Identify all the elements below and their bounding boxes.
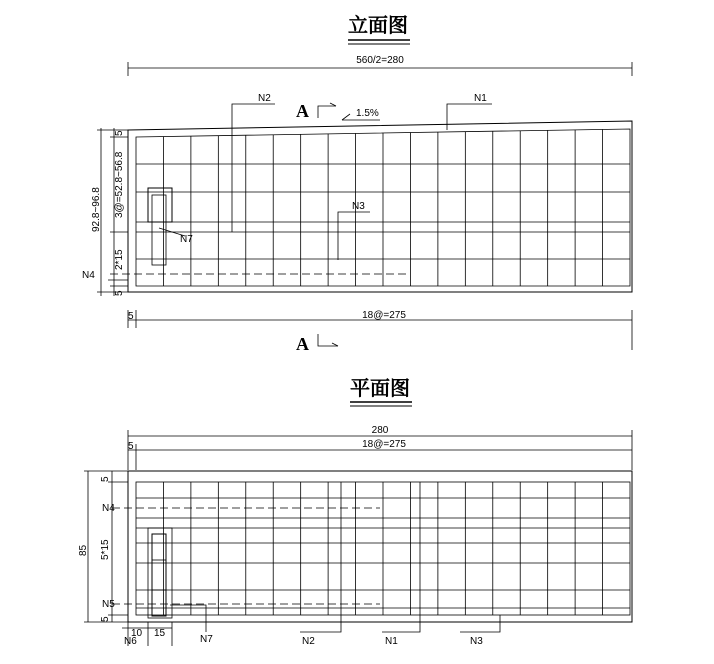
plan-vertical-bars <box>163 482 602 615</box>
plan-n6-stirrup <box>148 528 172 618</box>
plan-dim-total: 280 <box>371 425 389 436</box>
elevation-slope-text: 1.5% <box>356 108 379 119</box>
elevation-top-dimension <box>128 55 632 76</box>
section-mark-a-top: A <box>296 101 309 121</box>
elevation-dim-2x15: 2*15 <box>114 249 125 270</box>
elevation-n3-leader <box>338 201 370 260</box>
elevation-title: 立面图 <box>348 13 408 37</box>
plan-dim-85: 85 <box>78 544 89 556</box>
plan-dim-5-bottom: 5 <box>100 616 111 622</box>
elevation-section-mark-top <box>296 101 336 121</box>
elevation-label-n7: N7 <box>180 234 193 245</box>
elevation-dim-top: 560/2=280 <box>356 55 404 66</box>
plan-n7-leader <box>170 605 213 645</box>
plan-label-n6: N6 <box>124 636 137 647</box>
plan-dim-15: 15 <box>154 628 166 639</box>
plan-dim-left: 5 <box>128 441 134 452</box>
elevation-dim-range: 92.8~96.8 <box>91 187 102 232</box>
plan-label-n2: N2 <box>302 636 315 647</box>
elevation-view <box>82 13 632 354</box>
elevation-left-dimensions <box>91 128 128 296</box>
elevation-dim-5-top: 5 <box>114 130 125 136</box>
plan-dim-10: 10 <box>131 628 143 639</box>
elevation-dim-bottom: 18@=275 <box>362 310 406 321</box>
plan-top-dimensions <box>128 425 632 470</box>
plan-title: 平面图 <box>350 376 410 400</box>
plan-dim-5-top: 5 <box>100 476 111 482</box>
plan-view <box>78 376 632 647</box>
elevation-label-n1: N1 <box>474 93 487 104</box>
elevation-dim-5-bottom: 5 <box>114 290 125 296</box>
plan-bottom-dimensions <box>122 622 172 647</box>
elevation-n7-stirrup <box>148 188 193 265</box>
plan-n4-bar <box>102 503 380 514</box>
plan-label-n4: N4 <box>102 503 115 514</box>
plan-label-n7: N7 <box>200 634 213 645</box>
plan-label-n3: N3 <box>470 636 483 647</box>
elevation-outline <box>128 121 632 292</box>
plan-label-n1: N1 <box>385 636 398 647</box>
elevation-dim-spacing: 3@=52.8~56.8 <box>114 151 125 218</box>
elevation-section-mark-bottom <box>296 334 338 354</box>
elevation-vertical-bars <box>163 129 602 286</box>
elevation-bottom-dimension <box>128 310 632 350</box>
plan-outline <box>128 471 632 622</box>
elevation-slope-indicator <box>342 108 380 120</box>
elevation-label-n4: N4 <box>82 270 95 281</box>
plan-label-n5: N5 <box>102 599 115 610</box>
plan-n3-leader <box>460 615 500 647</box>
elevation-label-n3: N3 <box>352 201 365 212</box>
section-mark-a-bottom: A <box>296 334 309 354</box>
plan-dim-spacing: 18@=275 <box>362 439 406 450</box>
plan-dim-5x15: 5*15 <box>100 539 111 560</box>
elevation-label-n2: N2 <box>258 93 271 104</box>
elevation-n2-leader <box>232 93 275 232</box>
elevation-dim-bottom-left: 5 <box>128 311 134 322</box>
